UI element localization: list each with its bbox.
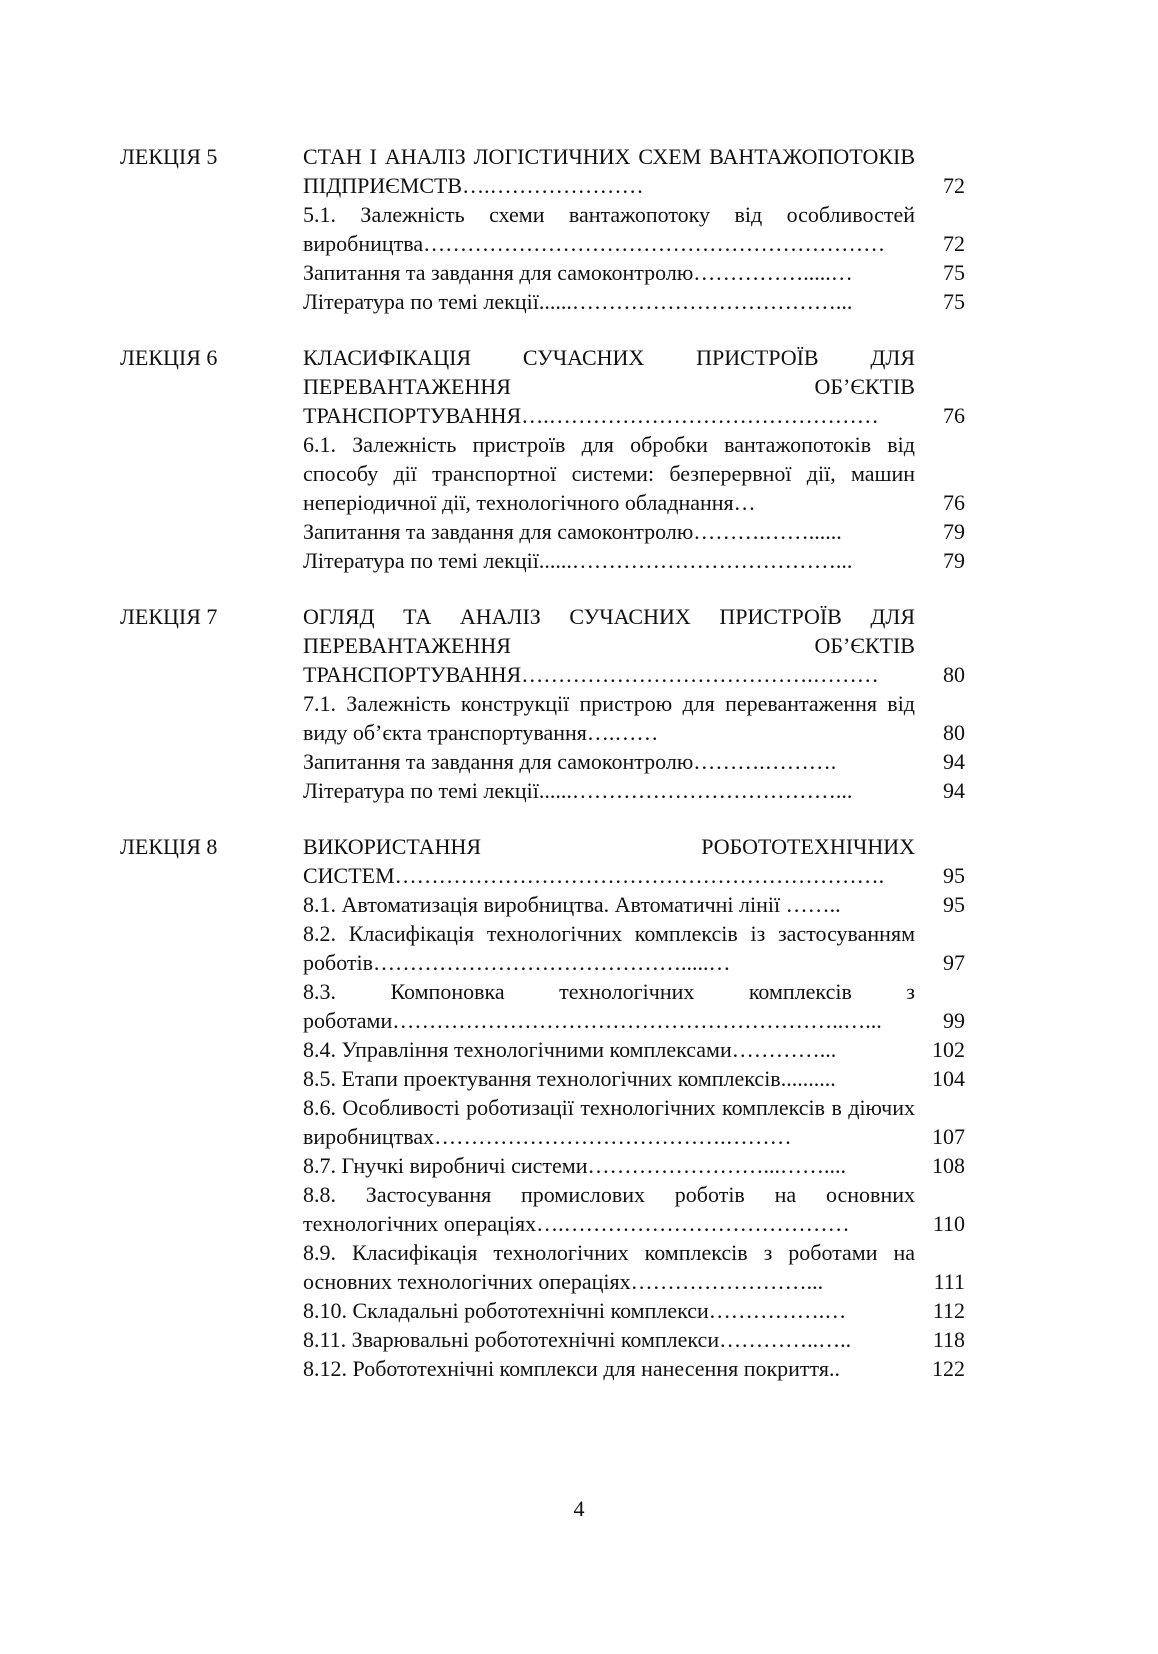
toc-item <box>303 430 965 517</box>
toc-item-text: 8.10. Складальні робототехнічні комплекси…………….… <box>303 1298 847 1323</box>
toc-item <box>303 1238 965 1296</box>
toc-lecture-block-8 <box>120 832 965 1383</box>
toc-item-page-number: 80 <box>943 720 965 745</box>
toc-item-text: 8.2. Класифікація технологічних комплексів із застосуванням роботів…………………………………….....… <box>303 921 915 975</box>
table-of-contents <box>120 142 965 1410</box>
toc-lecture-block-5 <box>120 142 965 316</box>
toc-item-page-number: 102 <box>932 1037 965 1062</box>
lecture-label: ЛЕКЦІЯ 6 <box>120 345 218 370</box>
toc-item-page-number: 110 <box>932 1211 965 1236</box>
toc-item-text: 8.12. Робототехнічні комплекси для нанесення покриття.. <box>303 1356 840 1381</box>
toc-item-text: Література по темі лекції......………………………………... <box>303 548 853 573</box>
toc-item-page-number: 107 <box>932 1124 965 1149</box>
toc-item <box>303 776 965 805</box>
toc-item <box>303 1180 965 1238</box>
toc-item <box>303 142 965 200</box>
toc-item-text: 8.5. Етапи проектування технологічних комплексів.......... <box>303 1066 836 1091</box>
toc-item-text: Література по темі лекції......………………………………... <box>303 778 853 803</box>
toc-item-page-number: 95 <box>943 863 965 888</box>
toc-item-page-number: 72 <box>943 173 965 198</box>
toc-item <box>303 1064 965 1093</box>
toc-item-text: Література по темі лекції......………………………………... <box>303 289 853 314</box>
toc-item-text: 8.1. Автоматизація виробництва. Автоматичні лінії …….. <box>303 892 841 917</box>
toc-item <box>303 258 965 287</box>
toc-item <box>303 747 965 776</box>
toc-item-page-number: 108 <box>932 1153 965 1178</box>
toc-item <box>303 1325 965 1354</box>
toc-item-page-number: 76 <box>943 490 965 515</box>
toc-item-text: 8.4. Управління технологічними комплексами…………... <box>303 1037 837 1062</box>
toc-item-text: 5.1. Залежність схеми вантажопотоку від особливостей виробництва……………………………………………………… <box>303 202 915 256</box>
toc-item-page-number: 118 <box>932 1327 965 1352</box>
toc-item <box>303 1296 965 1325</box>
toc-item <box>303 1151 965 1180</box>
lecture-label: ЛЕКЦІЯ 8 <box>120 834 218 859</box>
toc-item <box>303 546 965 575</box>
toc-item-page-number: 79 <box>943 548 965 573</box>
toc-item-text: 8.11. Зварювальні робототехнічні комплекси…………..….. <box>303 1327 852 1352</box>
toc-item <box>303 1354 965 1383</box>
toc-item-page-number: 122 <box>932 1356 965 1381</box>
toc-item <box>303 977 965 1035</box>
toc-item-text: 8.9. Класифікація технологічних комплексів з роботами на основних технологічних операціях……………………... <box>303 1240 915 1294</box>
toc-item <box>303 602 965 689</box>
toc-item-text: 7.1. Залежність конструкції пристрою для перевантаження від виду об’єкта транспортування….…… <box>303 691 915 745</box>
toc-item-page-number: 99 <box>943 1008 965 1033</box>
toc-item-page-number: 76 <box>943 403 965 428</box>
toc-item-text: Запитання та завдання для самоконтролю…………….....… <box>303 260 853 285</box>
toc-item <box>303 919 965 977</box>
toc-item-page-number: 112 <box>932 1298 965 1323</box>
lecture-label: ЛЕКЦІЯ 7 <box>120 604 218 629</box>
toc-item-page-number: 94 <box>943 749 965 774</box>
toc-item <box>303 689 965 747</box>
toc-item <box>303 287 965 316</box>
toc-item-page-number: 94 <box>943 778 965 803</box>
toc-item-text: 8.7. Гнучкі виробничі системи……………………...…….... <box>303 1153 846 1178</box>
toc-item <box>303 200 965 258</box>
page-number: 4 <box>573 1496 585 1521</box>
toc-item-page-number: 75 <box>943 289 965 314</box>
toc-item-page-number: 79 <box>943 519 965 544</box>
toc-item-text: 8.6. Особливості роботизації технологічних комплексів в діючих виробництвах………………………………….……… <box>303 1095 915 1149</box>
toc-item-page-number: 111 <box>933 1269 965 1294</box>
toc-lecture-block-6 <box>120 343 965 575</box>
lecture-items <box>303 832 965 1383</box>
toc-item-page-number: 104 <box>932 1066 965 1091</box>
toc-item-page-number: 72 <box>943 231 965 256</box>
toc-item-page-number: 97 <box>943 950 965 975</box>
toc-item-text: 8.3. Компоновка технологічних комплексів з роботами……………………………………………………..…... <box>303 979 915 1033</box>
lecture-items <box>303 602 965 805</box>
toc-item-title: ВИКОРИСТАННЯ РОБОТОТЕХНІЧНИХ СИСТЕМ…………………………………………………………. <box>303 834 915 888</box>
toc-item-title: КЛАСИФІКАЦІЯ СУЧАСНИХ ПРИСТРОЇВ ДЛЯ ПЕРЕВАНТАЖЕННЯ ОБ’ЄКТІВ ТРАНСПОРТУВАННЯ….……………………………………… <box>303 345 915 428</box>
toc-item-page-number: 80 <box>943 662 965 687</box>
toc-item <box>303 832 965 890</box>
toc-item-text: 6.1. Залежність пристроїв для обробки вантажопотоків від способу дії транспортної системи: безперервної дії, машин неперіодичної дії, технологічного обладнання… <box>303 432 915 515</box>
toc-item <box>303 890 965 919</box>
lecture-label: ЛЕКЦІЯ 5 <box>120 144 218 169</box>
toc-item <box>303 343 965 430</box>
toc-item-page-number: 95 <box>943 892 965 917</box>
toc-item <box>303 517 965 546</box>
toc-item-text: Запитання та завдання для самоконтролю……….……...... <box>303 519 842 544</box>
toc-lecture-block-7 <box>120 602 965 805</box>
lecture-items <box>303 142 965 316</box>
lecture-items <box>303 343 965 575</box>
toc-item-text: Запитання та завдання для самоконтролю……….………. <box>303 749 837 774</box>
toc-item-title: ОГЛЯД ТА АНАЛІЗ СУЧАСНИХ ПРИСТРОЇВ ДЛЯ ПЕРЕВАНТАЖЕННЯ ОБ’ЄКТІВ ТРАНСПОРТУВАННЯ………………………………….……… <box>303 604 915 687</box>
page-footer <box>0 1494 1158 1523</box>
toc-item-title: СТАН І АНАЛІЗ ЛОГІСТИЧНИХ СХЕМ ВАНТАЖОПОТОКІВ ПІДПРИЄМСТВ….………………… <box>303 144 915 198</box>
toc-item <box>303 1093 965 1151</box>
toc-item-page-number: 75 <box>943 260 965 285</box>
toc-item-text: 8.8. Застосування промислових роботів на основних технологічних операціях….………………………………… <box>303 1182 915 1236</box>
toc-item <box>303 1035 965 1064</box>
